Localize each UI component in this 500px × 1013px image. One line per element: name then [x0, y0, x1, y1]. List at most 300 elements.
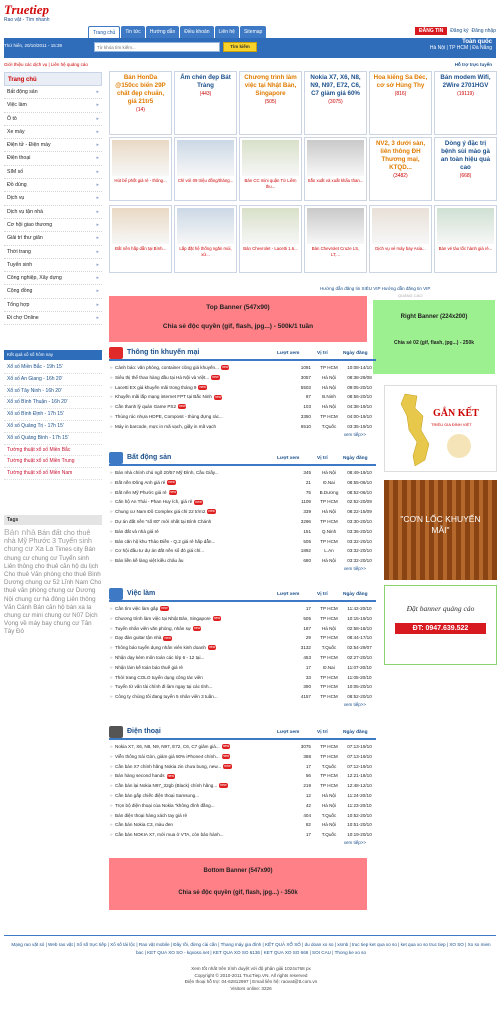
- ad-thumbnail: [177, 140, 234, 176]
- listing-title[interactable]: [109, 468, 281, 478]
- search-input[interactable]: [94, 42, 220, 52]
- listing-row[interactable]: [109, 517, 376, 527]
- listing-views: 12: [305, 792, 311, 798]
- new-badge: new: [161, 606, 168, 611]
- sidebar-item[interactable]: Cộng đồng ▸: [4, 285, 102, 298]
- column-place: Vị trí: [317, 730, 328, 735]
- listing-date: 11:07-20/10: [347, 664, 372, 670]
- top-banner[interactable]: [109, 296, 367, 342]
- listing-title[interactable]: [109, 422, 281, 432]
- lottery-item[interactable]: Xổ số Quảng Trị - 17h 15': [4, 421, 102, 433]
- photo-ad[interactable]: [434, 205, 497, 273]
- footer-divider: [4, 935, 496, 936]
- photo-ad[interactable]: [239, 137, 302, 201]
- listing-views: 339: [303, 509, 311, 515]
- listing-title-text: Căn hộ An Thái - Phan Huy Ích, giá rẻ: [115, 499, 193, 505]
- listing-views: 505: [303, 615, 311, 621]
- post-ad-button[interactable]: ĐĂNG TIN: [415, 27, 447, 35]
- listing-title[interactable]: [109, 692, 281, 702]
- more-link[interactable]: xem tiếp>>: [343, 839, 366, 845]
- listing-views: 388: [303, 753, 311, 759]
- lottery-item[interactable]: Xổ số An Giang - 16h 20': [4, 374, 102, 386]
- listing-row[interactable]: [109, 820, 376, 830]
- listing-views: 17: [305, 763, 311, 769]
- listing-row[interactable]: [109, 771, 376, 781]
- listing-title[interactable]: [109, 614, 281, 624]
- listing-title-text: Bán liền kề làng việt kiều châu âu: [115, 558, 184, 564]
- ad-thumbnail: [307, 208, 364, 244]
- listing-title[interactable]: [109, 643, 281, 653]
- ad-thumbnail: [372, 208, 429, 244]
- new-badge: new: [222, 754, 230, 759]
- featured-ads-row-3: [109, 205, 497, 273]
- listing-date: 12:21-18/10: [347, 773, 372, 779]
- site-logo[interactable]: [4, 2, 84, 38]
- listing-place: TP HCM: [320, 365, 338, 370]
- listing-row[interactable]: [109, 614, 376, 624]
- listing-place: TP HCM: [320, 499, 338, 505]
- listing-place: Hà Nội: [321, 374, 337, 380]
- more-link[interactable]: xem tiếp>>: [343, 431, 366, 437]
- photo-ad-caption: Chỉ với 09 triệu đồng/tháng...: [177, 178, 234, 183]
- logo-text: Truetiep: [4, 2, 50, 17]
- sidebar-item[interactable]: Tổng hợp ▸: [4, 299, 102, 312]
- listing-title[interactable]: [109, 663, 281, 673]
- nav-sitemap[interactable]: Sitemap: [240, 26, 266, 38]
- featured-ad[interactable]: [304, 71, 367, 135]
- listing-views: 3075: [300, 744, 311, 749]
- tag-cloud: [4, 528, 102, 637]
- listing-row[interactable]: [109, 830, 376, 840]
- listing-title[interactable]: [109, 363, 281, 373]
- listing-place: Hà Nội: [321, 384, 337, 390]
- listing-title[interactable]: [109, 811, 281, 821]
- ad-thumbnail: [112, 208, 169, 244]
- lottery-item[interactable]: Xổ số Tây Ninh - 16h 20': [4, 386, 102, 398]
- sidebar-item[interactable]: Tuyển sinh ▸: [4, 259, 102, 272]
- listing-title[interactable]: [109, 820, 281, 830]
- section-header: [109, 588, 376, 602]
- listing-title[interactable]: [109, 653, 281, 663]
- sidebar-item[interactable]: SIM số ▸: [4, 166, 102, 179]
- logo-subtitle: Rao vặt - Tìm nhanh: [4, 17, 50, 23]
- gan-ket-title: GẮN KẾT: [433, 408, 479, 419]
- featured-ad[interactable]: [239, 71, 302, 135]
- listing-title[interactable]: [109, 791, 281, 801]
- column-views: Lượt xem: [277, 351, 300, 356]
- footer-resolution: Xem tốt nhất trên trình duyệt với độ phân giải 1024x768 px: [191, 966, 311, 971]
- listing-date: 07:13-19/10: [347, 753, 372, 759]
- sidebar-title[interactable]: Trang chủ: [4, 72, 102, 86]
- main-nav: [88, 26, 267, 38]
- listing-date: 07:13-19/10: [347, 744, 372, 749]
- photo-ad[interactable]: [239, 205, 302, 273]
- ad-thumbnail: [112, 140, 169, 176]
- photo-ad[interactable]: [369, 205, 432, 273]
- top-banner-title: Top Banner (547x90): [206, 304, 270, 311]
- search-button[interactable]: Tìm kiếm: [223, 42, 257, 52]
- signup-link[interactable]: Đăng ký: [450, 28, 469, 34]
- listing-place: TP HCM: [320, 744, 338, 749]
- more-link[interactable]: xem tiếp>>: [343, 565, 366, 571]
- listing-views: 219: [303, 783, 311, 789]
- listing-row[interactable]: [109, 791, 376, 801]
- new-badge: new: [179, 404, 186, 409]
- sidebar-item[interactable]: Đồ dùng ▸: [4, 179, 102, 192]
- listing-row[interactable]: [109, 497, 376, 507]
- listing-title[interactable]: [109, 762, 281, 772]
- sidebar-item[interactable]: Bất động sản ▸: [4, 86, 102, 99]
- more-link[interactable]: xem tiếp>>: [343, 701, 366, 707]
- lottery-item[interactable]: Xổ số Miền Bắc - 19h 15': [4, 362, 102, 374]
- lottery-item[interactable]: Xổ số Bình Thuận - 16h 20': [4, 397, 102, 409]
- listing-place: TP HCM: [320, 773, 338, 779]
- photo-ad[interactable]: [304, 137, 367, 201]
- listing-title[interactable]: [109, 624, 281, 634]
- listing-title[interactable]: [109, 752, 281, 762]
- featured-ad-title: Hoa kiểng Sa Đéc, cơ sở Hùng Thy: [373, 74, 428, 89]
- listing-date: 04:00-19/10: [347, 413, 372, 419]
- featured-ad[interactable]: [434, 71, 497, 135]
- featured-ad-count: (14): [136, 107, 145, 113]
- vip-guide-links[interactable]: Hướng dẫn đăng tin SIÊU VIP Hướng dẫn đăng tin VIP: [320, 286, 431, 291]
- listing-date: 08:55-06/10: [347, 479, 372, 485]
- photo-ad-caption: Sẵn xuất và xuất khẩu than...: [307, 178, 364, 183]
- ad-thumbnail: [242, 140, 299, 176]
- listing-title[interactable]: [109, 497, 281, 507]
- footer-info: [8, 966, 494, 992]
- listing-title[interactable]: [109, 527, 281, 537]
- tag-link[interactable]: Bán đất cho thuê nhà Mỹ Phước 3 Tuyển sinh chung cư Xa La: [4, 530, 92, 554]
- listing-place: Hà Nội: [321, 822, 337, 828]
- listing-rows: [109, 363, 376, 432]
- listing-title-text: Khuyến mãi lắp mạng internet FPT tại Bắc Ninh: [115, 394, 212, 400]
- nav-terms[interactable]: Điều khoản: [180, 26, 213, 38]
- section-title[interactable]: Bất động sản: [127, 454, 172, 461]
- listing-row[interactable]: [109, 692, 376, 702]
- listing-row[interactable]: [109, 742, 376, 752]
- section-header: [109, 452, 376, 466]
- listing-row[interactable]: [109, 604, 376, 614]
- banner-placement-phone: ĐT: 0947.639.522: [395, 623, 486, 634]
- new-badge: new: [213, 616, 221, 621]
- listing-date: 08:52-20/10: [347, 694, 372, 700]
- listing-row[interactable]: [109, 537, 376, 547]
- nav-home[interactable]: Trang chủ: [88, 26, 120, 38]
- listing-row[interactable]: [109, 643, 376, 653]
- listing-title[interactable]: [109, 392, 281, 402]
- footer-links[interactable]: Mạng rao vặt só | Web rao vặt | Xổ số trực tiếp | Xổ số tài lộc | Rao vặt mobile | Đây rồi, đừng cài cần | Thang máy gia đình | KẾT QUẢ XỔ SỐ | du doan xo so | xsmb | truc tiep ket qua xo so | ket qua xo so truc tiep | XO SO | Xo so mien bac | KET QUA XO SO - kqxoso.net | KET QUA XO SO 6136 | KET QUA XO SO 666 | SOI CAU | Thong ke xo so: [11, 942, 491, 955]
- listing-title-text: Tuyển nhân viên văn phòng, nhân sự: [115, 625, 191, 631]
- sidebar-item[interactable]: Dịch vụ ▸: [4, 192, 102, 205]
- section-title[interactable]: Thông tin khuyến mại: [127, 349, 200, 356]
- listing-place: TP HCM: [320, 615, 338, 621]
- sidebar-item[interactable]: Dịch vụ tận nhà ▸: [4, 206, 102, 219]
- photo-ad[interactable]: [174, 205, 237, 273]
- listing-row[interactable]: [109, 556, 376, 566]
- listing-views: 1109: [301, 499, 311, 505]
- featured-ad[interactable]: [369, 71, 432, 135]
- listing-row[interactable]: [109, 412, 376, 422]
- section-header: [109, 347, 376, 361]
- listing-row[interactable]: [109, 363, 376, 373]
- sidebar-item[interactable]: Việc làm ▸: [4, 99, 102, 112]
- section-icon: [109, 452, 123, 464]
- lottery-item[interactable]: Xổ số Bình Định - 17h 15': [4, 409, 102, 421]
- featured-ad-count: (505): [264, 99, 277, 105]
- listing-title-text: Bán hàng second hands: [115, 773, 165, 779]
- listing-views: 87: [305, 394, 311, 400]
- listing-row[interactable]: [109, 781, 376, 791]
- sidebar-item[interactable]: Điện tử - Điện máy ▸: [4, 139, 102, 152]
- listing-row[interactable]: [109, 488, 376, 498]
- listing-date: 07:12-19/10: [347, 763, 372, 769]
- photo-ad[interactable]: [109, 205, 172, 273]
- listing-views: 56: [305, 773, 311, 779]
- new-badge: new: [169, 489, 176, 494]
- featured-ad[interactable]: [369, 137, 432, 201]
- listing-title-text: Bán căn hộ khu Thảo Điền - Q.2 giá rẻ hấp dẫn...: [115, 538, 216, 544]
- listing-row[interactable]: [109, 673, 376, 683]
- right-banner[interactable]: [373, 300, 495, 374]
- listing-views: 17: [305, 832, 311, 838]
- listing-row[interactable]: [109, 478, 376, 488]
- listing-date: 08:44-17/10: [347, 635, 372, 641]
- listing-row[interactable]: [109, 752, 376, 762]
- online-support-link[interactable]: Hỗ trợ trực tuyến: [454, 62, 492, 67]
- new-badge: new: [193, 625, 201, 630]
- listing-date: 11:24-20/10: [347, 792, 372, 798]
- listing-title[interactable]: [109, 673, 281, 683]
- listing-title[interactable]: [109, 383, 281, 393]
- banner-placement-ad[interactable]: [384, 585, 497, 665]
- listing-title-text: Cơ hội đầu tư dự án đất nền sổ đỏ giá chỉ...: [115, 548, 205, 554]
- listing-title[interactable]: [109, 830, 281, 840]
- column-place: Vị trí: [317, 592, 328, 597]
- lottery-item[interactable]: Tường thuật xổ số Miền Nam: [4, 468, 102, 480]
- featured-ad[interactable]: [109, 71, 172, 135]
- featured-ad[interactable]: [174, 71, 237, 135]
- listing-row[interactable]: [109, 653, 376, 663]
- photo-ad[interactable]: [109, 137, 172, 201]
- listing-title[interactable]: [109, 633, 281, 643]
- listing-date: 08:52-06/10: [347, 489, 372, 495]
- column-views: Lượt xem: [277, 730, 300, 735]
- sidebar-item[interactable]: Đi chợ Online ▸: [4, 312, 102, 325]
- listing-row[interactable]: [109, 422, 376, 432]
- listing-row[interactable]: [109, 468, 376, 478]
- listing-row[interactable]: [109, 402, 376, 412]
- nav-contact[interactable]: Liên hệ: [215, 26, 239, 38]
- listing-title-text: Cần bán gấp chiếc điện thoại Samsung...: [115, 792, 200, 798]
- featured-ad-title: Bán HonDa @150cc biển 29P chất đẹp chuẩn, giá 21tr5: [115, 74, 166, 105]
- section-title[interactable]: Việc làm: [127, 590, 156, 597]
- listing-section: [109, 726, 376, 847]
- listing-views: 29: [305, 635, 311, 641]
- listing-place: Đ.Nai: [323, 479, 335, 485]
- listing-row[interactable]: [109, 682, 376, 692]
- lottery-list: [4, 362, 102, 480]
- lottery-item[interactable]: Tường thuật xổ số Miền Trung: [4, 456, 102, 468]
- featured-ad-count: (816): [394, 91, 407, 97]
- listing-title[interactable]: [109, 546, 281, 556]
- right-banner-subtitle: Chia sẻ 02 (gif, flash, jpg...) - 250k: [393, 340, 475, 346]
- featured-ad-title: NV2, 3 dưới sàn, liên thông ĐH Thương mại, KTQD...: [375, 140, 426, 171]
- nav-news[interactable]: Tin tức: [121, 26, 144, 38]
- column-date: Ngày đăng: [343, 592, 368, 597]
- bottom-banner[interactable]: [109, 858, 367, 910]
- listing-row[interactable]: [109, 801, 376, 811]
- intro-links[interactable]: Giới thiệu các dịch vụ | Liên hệ quảng cáo: [4, 62, 88, 67]
- listing-views: 75: [305, 489, 311, 495]
- listing-place: B.Dương: [319, 489, 339, 495]
- tag-link[interactable]: Times city Bán chung cư chung cư Tuyển sinh Liên thông cho thuê căn hộ du lịch Cho thuê Văn phòng cho thuê Bình Dương chung cư 52 Lĩnh Nam Cho thuê văn phòng chung cư Dương Nội chung cư hà đông Liên thông Văn Cánh Bán căn hộ bán xa la chung cư mini chung cư N07 Dịch Vọng về máy bay chung cư Tân Tây Đô: [4, 546, 102, 636]
- photo-ad[interactable]: [174, 137, 237, 201]
- tag-link[interactable]: Bán nhà: [4, 527, 36, 537]
- region-title: Toàn quốc: [462, 39, 492, 45]
- listing-title-text: Đất nền Mỹ Phước giá rẻ: [115, 489, 167, 495]
- listing-date: 10:15-19/10: [347, 615, 372, 621]
- photo-ad[interactable]: [304, 205, 367, 273]
- listing-date: 03:32-20/10: [347, 548, 372, 554]
- listing-row[interactable]: [109, 811, 376, 821]
- listing-row[interactable]: [109, 663, 376, 673]
- column-place: Vị trí: [317, 351, 328, 356]
- ad-thumbnail: [177, 208, 234, 244]
- listing-date: 10:05-20/10: [347, 684, 372, 690]
- listing-row[interactable]: [109, 383, 376, 393]
- listing-views: 187: [303, 625, 311, 631]
- listing-title[interactable]: [109, 604, 281, 614]
- listing-date: 03:36-20/10: [347, 528, 372, 534]
- listing-views: 82: [305, 822, 311, 828]
- featured-ads-row-1: [109, 71, 497, 135]
- listing-title-text: Trọn bộ điện thoại của Nokia "không đình đằng...: [115, 802, 215, 808]
- listing-title[interactable]: [109, 742, 281, 752]
- lottery-item[interactable]: Tường thuật xổ số Miền Bắc: [4, 445, 102, 457]
- listing-place: Hà Nội: [321, 625, 337, 631]
- listing-date: 02:27-20/10: [347, 654, 372, 660]
- listing-title[interactable]: [109, 771, 281, 781]
- section-title[interactable]: Điện thoại: [127, 728, 161, 735]
- listing-place: L.An: [324, 548, 334, 554]
- listing-row[interactable]: [109, 546, 376, 556]
- listing-date: 08:49-19/10: [347, 470, 372, 475]
- listing-row[interactable]: [109, 507, 376, 517]
- listing-section: [109, 347, 376, 439]
- listing-title-text: Chung cư Nam Đô Complex giá chỉ 22 tr/m2: [115, 509, 206, 515]
- listing-section: [109, 588, 376, 709]
- listing-views: 453: [303, 654, 311, 660]
- listing-title[interactable]: [109, 412, 281, 422]
- listing-place: Hà Nội: [321, 509, 337, 515]
- listing-title[interactable]: [109, 556, 281, 566]
- photo-ad-caption: Hút bể phốt giá rẻ - thông...: [114, 178, 167, 183]
- sidebar-item[interactable]: Thời trang ▸: [4, 246, 102, 259]
- listing-place: T.Quốc: [321, 645, 337, 651]
- listing-place: Hà Nội: [321, 558, 337, 564]
- section-icon: [109, 588, 123, 600]
- listing-place: TP HCM: [320, 606, 338, 611]
- listing-title-text: Nhận làm kế toán báo thuế giá rẻ: [115, 664, 183, 670]
- featured-ad[interactable]: [434, 137, 497, 201]
- vietnam-map-icon: [385, 386, 498, 473]
- sidebar-item[interactable]: Xe máy ▸: [4, 126, 102, 139]
- bottom-banner-title: Bottom Banner (547x90): [203, 868, 273, 874]
- listing-row[interactable]: [109, 633, 376, 643]
- listing-title[interactable]: [109, 781, 281, 791]
- listing-date: 03:30-20/10: [347, 518, 372, 524]
- sidebar-item[interactable]: Điện thoại ▸: [4, 152, 102, 165]
- listing-title-text: Công ty chúng tôi đang tuyển 5 nhân viên 3 tuần...: [115, 694, 218, 700]
- photo-ad-caption: Dịch vụ vé máy bay Asia...: [375, 246, 426, 251]
- sidebar-item[interactable]: Cơ hội giao thương ▸: [4, 219, 102, 232]
- listing-title[interactable]: [109, 402, 281, 412]
- listing-views: 390: [303, 684, 311, 690]
- featured-ad-title: Chương trình làm việc tại Nhật Bản, Singapore: [244, 74, 297, 97]
- featured-ads-row-2: [109, 137, 497, 201]
- column-views: Lượt xem: [277, 592, 300, 597]
- listing-title[interactable]: [109, 517, 281, 527]
- sidebar-item[interactable]: Giải trí thư giãn ▸: [4, 232, 102, 245]
- sidebar-item[interactable]: Ô tô ▸: [4, 113, 102, 126]
- listing-date: 03:35-19/10: [347, 423, 372, 429]
- photo-ad-caption: Bán vé tàu tốc hành giá rẻ...: [438, 246, 493, 251]
- listing-title-text: Cần bán Nokia C3, màu đen: [115, 822, 173, 828]
- listing-title[interactable]: [109, 537, 281, 547]
- listing-place: TP HCM: [320, 413, 338, 419]
- listing-row[interactable]: [109, 762, 376, 772]
- login-link[interactable]: Đăng nhập: [471, 28, 496, 34]
- promo-title: "CƠN LỐC KHUYẾN MÃI": [400, 514, 481, 535]
- listing-place: Q.Ninh: [321, 528, 337, 534]
- featured-ad-count: (668): [459, 173, 472, 179]
- listing-title[interactable]: [109, 682, 281, 692]
- listing-views: 3350: [300, 413, 311, 419]
- listing-title-text: Cảnh báo: văn phòng, container cũng giá khuyến...: [115, 365, 219, 370]
- listing-place: Hà Nội: [321, 470, 337, 475]
- listing-title[interactable]: [109, 373, 281, 383]
- listing-place: T.Quốc: [321, 812, 337, 818]
- listing-date: 11:42-20/10: [347, 606, 372, 611]
- listing-title[interactable]: [109, 801, 281, 811]
- gan-ket-ad[interactable]: [384, 385, 497, 472]
- top-banner-subtitle: Chia sẻ độc quyền (gif, flash, jpg...) - 500k/1 tuần: [162, 323, 314, 330]
- listing-row[interactable]: [109, 624, 376, 634]
- section-icon: [109, 347, 123, 359]
- listing-title-text: Dạy đàn guitar tận nhà: [115, 635, 162, 641]
- listing-row[interactable]: [109, 527, 376, 537]
- listing-title[interactable]: [109, 488, 281, 498]
- bottom-banner-subtitle: Chia sẻ độc quyền (gif, flash, jpg...) - 350k: [178, 890, 298, 896]
- region-links[interactable]: Hà Nội | TP HCM | Đà Nẵng: [429, 45, 492, 51]
- promo-whirlwind-ad[interactable]: [384, 480, 497, 580]
- listing-row[interactable]: [109, 373, 376, 383]
- ad-thumbnail: [437, 208, 494, 244]
- tags-header: Tags: [4, 515, 102, 525]
- listing-views: 3057: [300, 374, 311, 380]
- listing-title[interactable]: [109, 507, 281, 517]
- nav-guide[interactable]: Hướng dẫn: [146, 26, 180, 38]
- listing-place: Hà Nội: [321, 792, 337, 798]
- lottery-item[interactable]: Xổ số Quảng Bình - 17h 15': [4, 433, 102, 445]
- listing-title-text: Bán đất và nhà giá rẻ: [115, 528, 159, 534]
- listing-views: 345: [303, 470, 311, 475]
- listing-row[interactable]: [109, 392, 376, 402]
- new-badge: new: [195, 499, 202, 504]
- listing-title[interactable]: [109, 478, 281, 488]
- sidebar-item[interactable]: Công nghiệp, Xây dựng ▸: [4, 272, 102, 285]
